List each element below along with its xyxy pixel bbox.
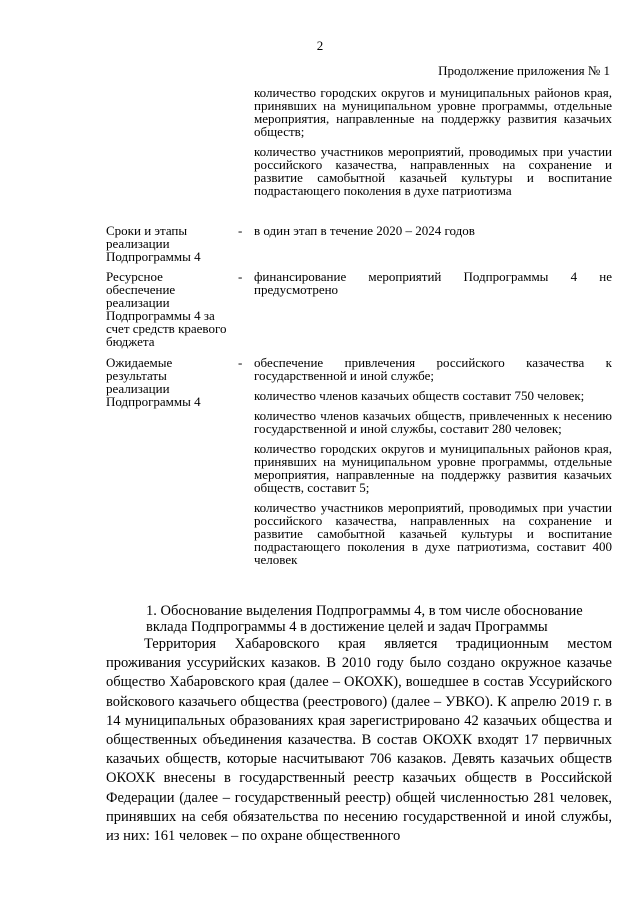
value-item: количество членов казачьих обществ составит 750 человек; [254, 388, 585, 403]
value-item: количество членов казачьих обществ, привлеченных к несению государственной и иной службы, составит 280 человек; [254, 408, 612, 436]
table-row [106, 224, 612, 270]
row-label: Сроки и этапы реализации Подпрограммы 4 [106, 223, 201, 264]
value-item: количество участников мероприятий, проводимых при участии российского казачества, направленных на сохранение и развитие самобытной казачьей культуры и воспитание подрастающего поколения в духе патриотизма, составит 400 человек [254, 500, 612, 567]
appendix-continuation-label: Продолжение приложения № 1 [438, 63, 610, 78]
table-row [106, 270, 612, 356]
body-paragraph: Территория Хабаровского края является традиционным местом проживания уссурийских казаков. В 2010 году было создано окружное казачье общество Хабаровского края (далее – ОКОХК), вошедшее в состав Уссурийского войскового казачьего общества (реестрового) (далее – УВКО). К апрелю 2019 г. в 14 муниципальных образованиях края зарегистрировано 42 казачьих общества и общественных объединения казачества. В состав ОКОХК входят 17 первичных казачьих обществ, которые насчитывают 706 казаков. Девять казачьих обществ ОКОХК внесены в государственный реестр казачьих обществ в Российской Федерации (далее – государственный реестр) общей численностью 281 человек, принявших на себя обязательства по несению государственной и иной службы, из них: 161 человек – по охране общественного [106, 636, 612, 845]
row-values [254, 86, 612, 197]
row-values [254, 224, 612, 237]
table-row [106, 86, 612, 224]
row-dash: - [238, 223, 243, 238]
value-item: в один этап в течение 2020 – 2024 годов [254, 223, 475, 238]
row-label: Ожидаемые результаты реализации Подпрограммы 4 [106, 355, 201, 409]
section-heading: 1. Обоснование выделения Подпрограммы 4, в том числе обоснование вклада Подпрограммы 4 в достижение целей и задач Программы [146, 603, 583, 635]
page-number: 2 [316, 38, 324, 53]
row-label: Ресурсное обеспечение реализации Подпрограммы 4 за счет средств краевого бюджета [106, 269, 227, 349]
value-item: финансирование мероприятий Подпрограммы 4 не предусмотрено [254, 269, 612, 297]
table-row [106, 356, 612, 566]
row-values [254, 356, 612, 566]
row-dash: - [238, 269, 243, 284]
value-item: количество городских округов и муниципальных районов края, принявших на муниципальном уровне программы, отдельные мероприятия, направленные на поддержку развития казачьих обществ, составит 5; [254, 441, 612, 495]
passport-table [106, 86, 612, 573]
row-values [254, 270, 612, 296]
value-item: обеспечение привлечения российского казачества к государственной и иной службе; [254, 355, 612, 383]
value-item: количество городских округов и муниципальных районов края, принявших на муниципальном уровне программы, отдельные мероприятия, направленные на поддержку развития казачьих обществ; [254, 85, 612, 139]
row-dash: - [238, 355, 243, 370]
value-item: количество участников мероприятий, проводимых при участии российского казачества, направленных на сохранение и развитие самобытной казачьей культуры и воспитание подрастающего поколения в духе патриотизма [254, 144, 612, 198]
